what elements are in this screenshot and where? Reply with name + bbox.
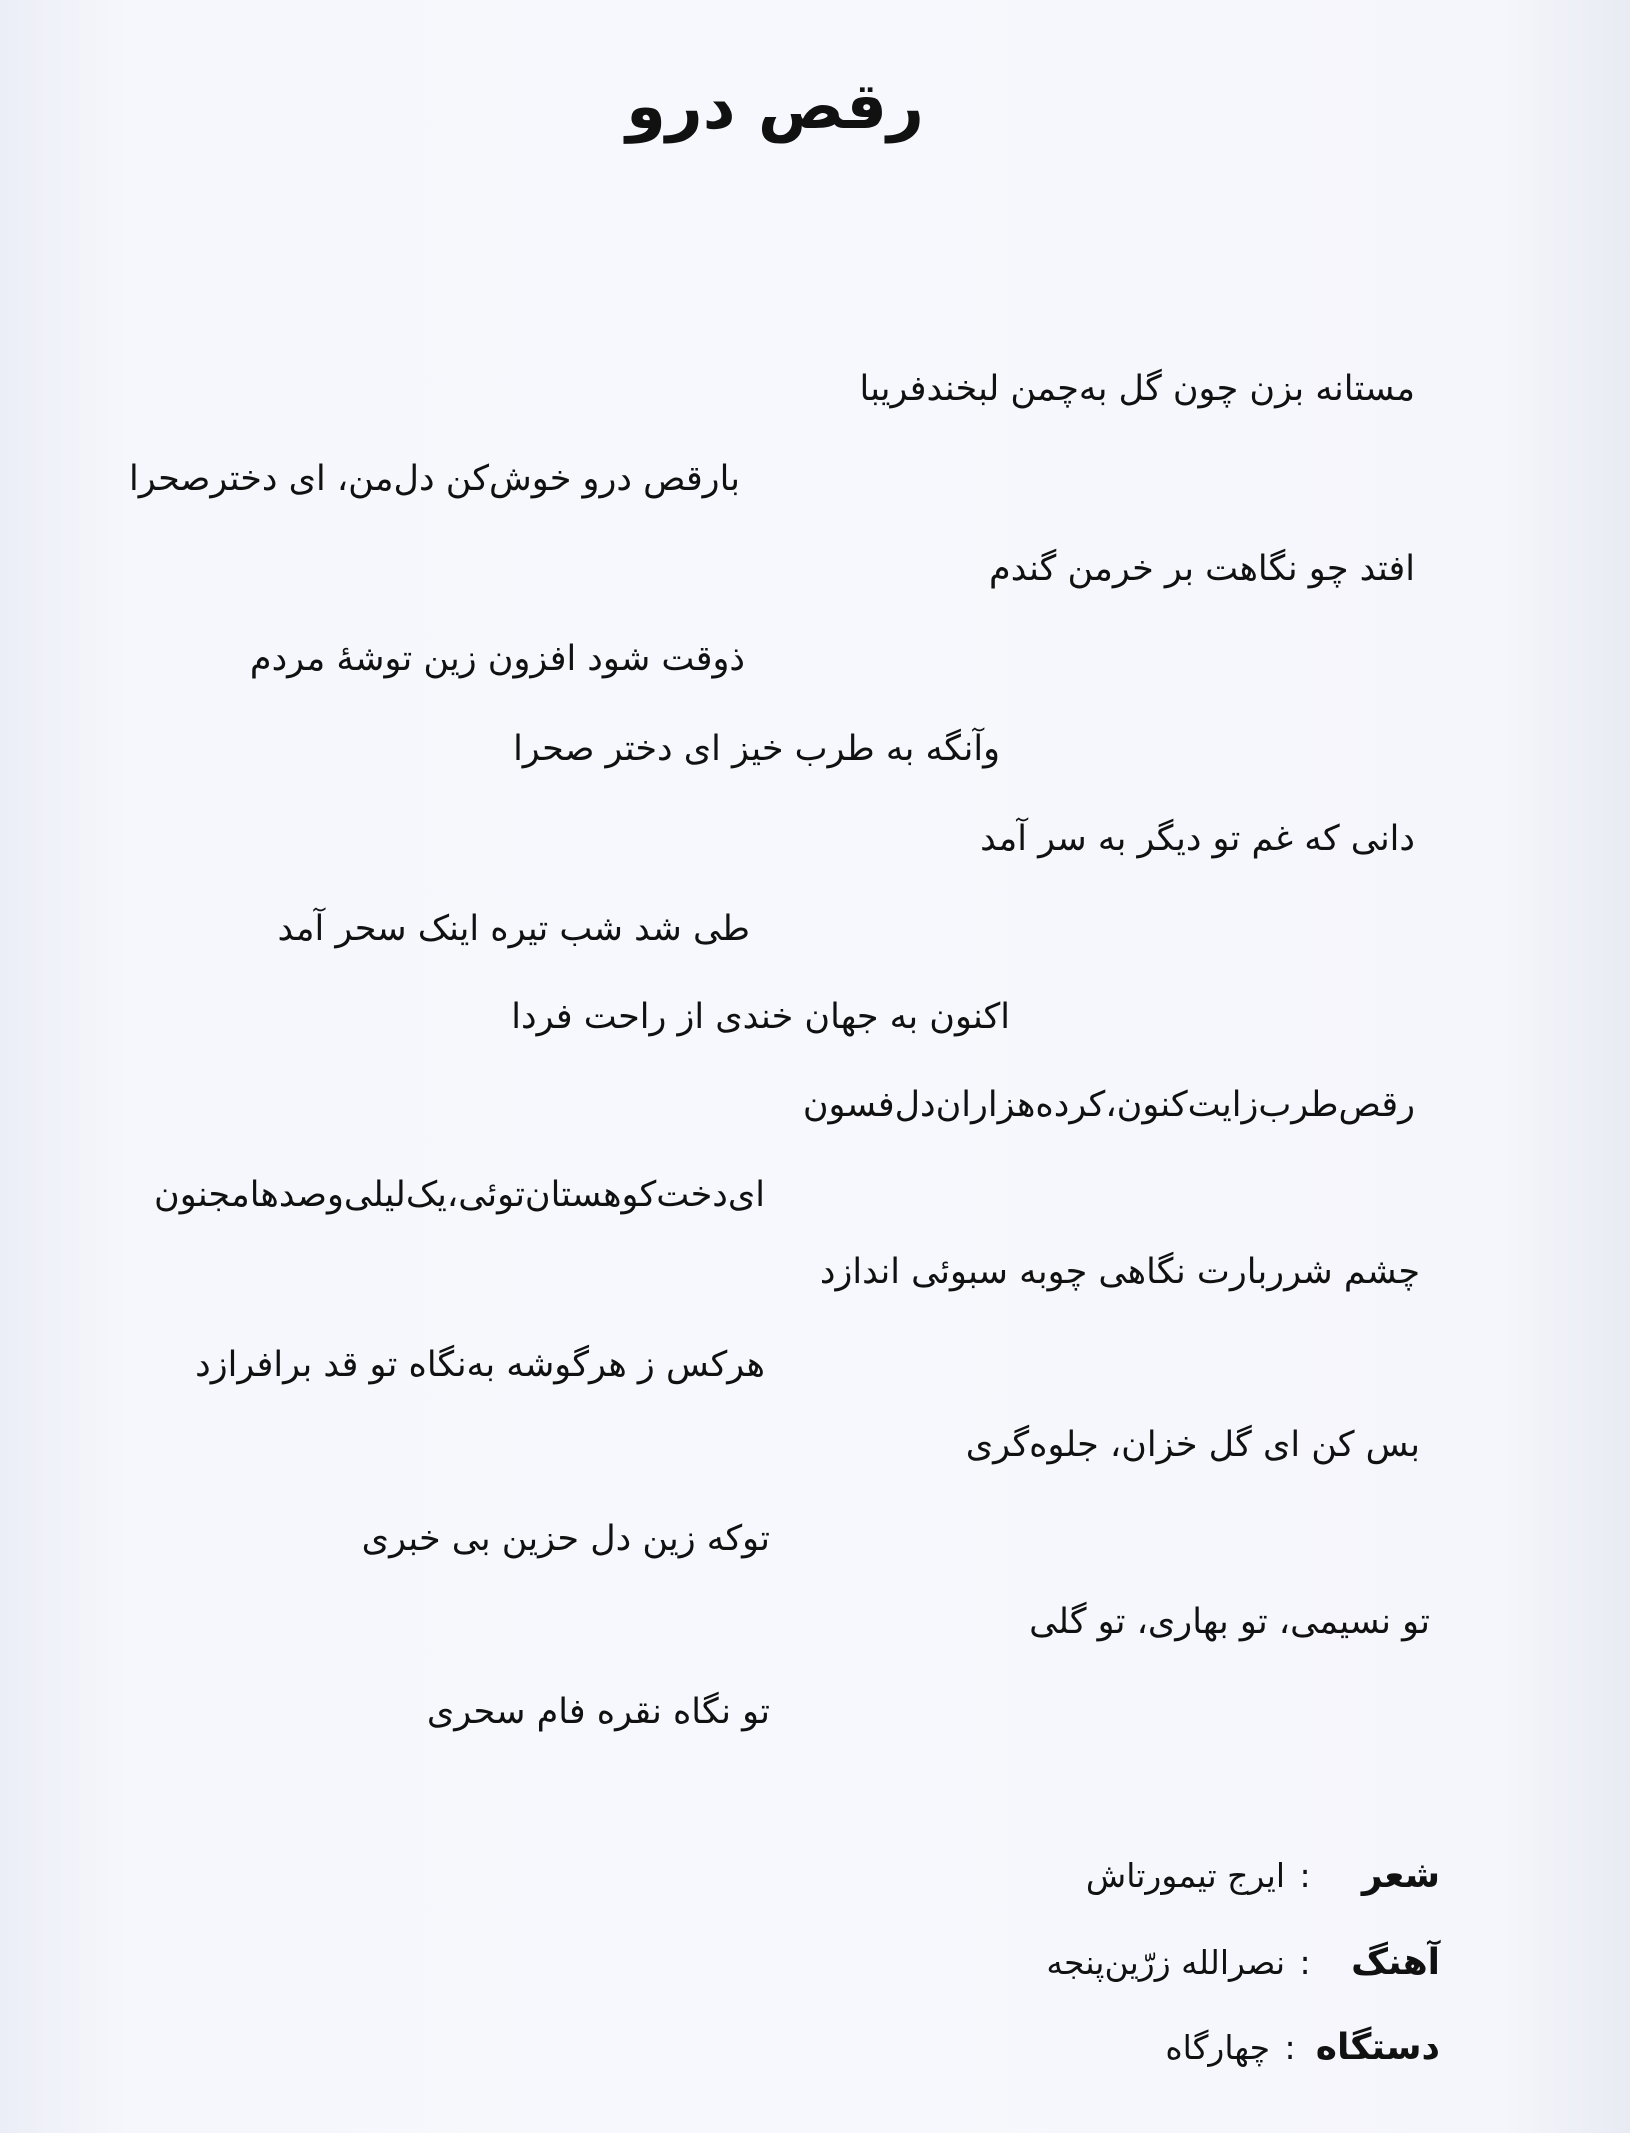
verse-line: توکه زین دل حزین بی خبری	[361, 1519, 770, 1559]
verse-line: ذوقت شود افزون زین توشهٔ مردم	[249, 639, 745, 679]
verse-line: بارقص درو خوش‌کن دل‌من، ای دخترصحرا	[129, 459, 740, 499]
credit-composer	[1046, 1942, 1440, 1983]
credit-value: نصرالله زرّین‌پنجه	[1046, 1943, 1285, 1982]
credit-separator: :	[1299, 1856, 1311, 1895]
verse-line: مستانه بزن چون گل به‌چمن لبخندفریبا	[859, 369, 1415, 409]
credit-separator: :	[1284, 2028, 1296, 2067]
credit-label: آهنگ	[1351, 1942, 1440, 1983]
verse-line: تو نسیمی، تو بهاری، تو گلی	[1029, 1602, 1430, 1642]
verse-line: چشم شرربارت نگاهی چوبه سبوئی اندازد	[819, 1252, 1420, 1292]
credit-value: ایرج تیمورتاش	[1085, 1856, 1285, 1895]
verse-line: وآنگه به طرب خیز ای دختر صحرا	[513, 729, 1000, 769]
verse-line: ای‌دخت‌کوهستان‌توئی،یک‌لیلی‌وصدهامجنون	[154, 1175, 765, 1215]
credit-separator: :	[1299, 1943, 1311, 1982]
verse-line: اکنون به جهان خندی از راحت فردا	[511, 997, 1010, 1037]
verse-line: دانی که غم تو دیگر به سر آمد	[980, 819, 1415, 859]
poem-title: رقص درو	[626, 70, 924, 144]
credit-label: شعر	[1361, 1855, 1440, 1896]
verse-line: افتد چو نگاهت بر خرمن گندم	[989, 549, 1415, 589]
credit-dastgah	[1165, 2027, 1440, 2068]
credit-poet	[1085, 1855, 1440, 1896]
verse-line: رقص‌طرب‌زایت‌کنون،کرده‌هزاران‌دل‌فسون	[802, 1085, 1415, 1125]
verse-line: تو نگاه نقره فام سحری	[426, 1692, 770, 1732]
verse-line: طی شد شب تیره اینک سحر آمد	[277, 909, 750, 949]
verse-line: بس کن ای گل خزان، جلوه‌گری	[965, 1425, 1420, 1465]
verse-line: هرکس ز هرگوشه به‌نگاه تو قد برافرازد	[195, 1345, 765, 1385]
credit-value: چهارگاه	[1165, 2028, 1270, 2067]
credit-label: دستگاه	[1315, 2027, 1440, 2068]
